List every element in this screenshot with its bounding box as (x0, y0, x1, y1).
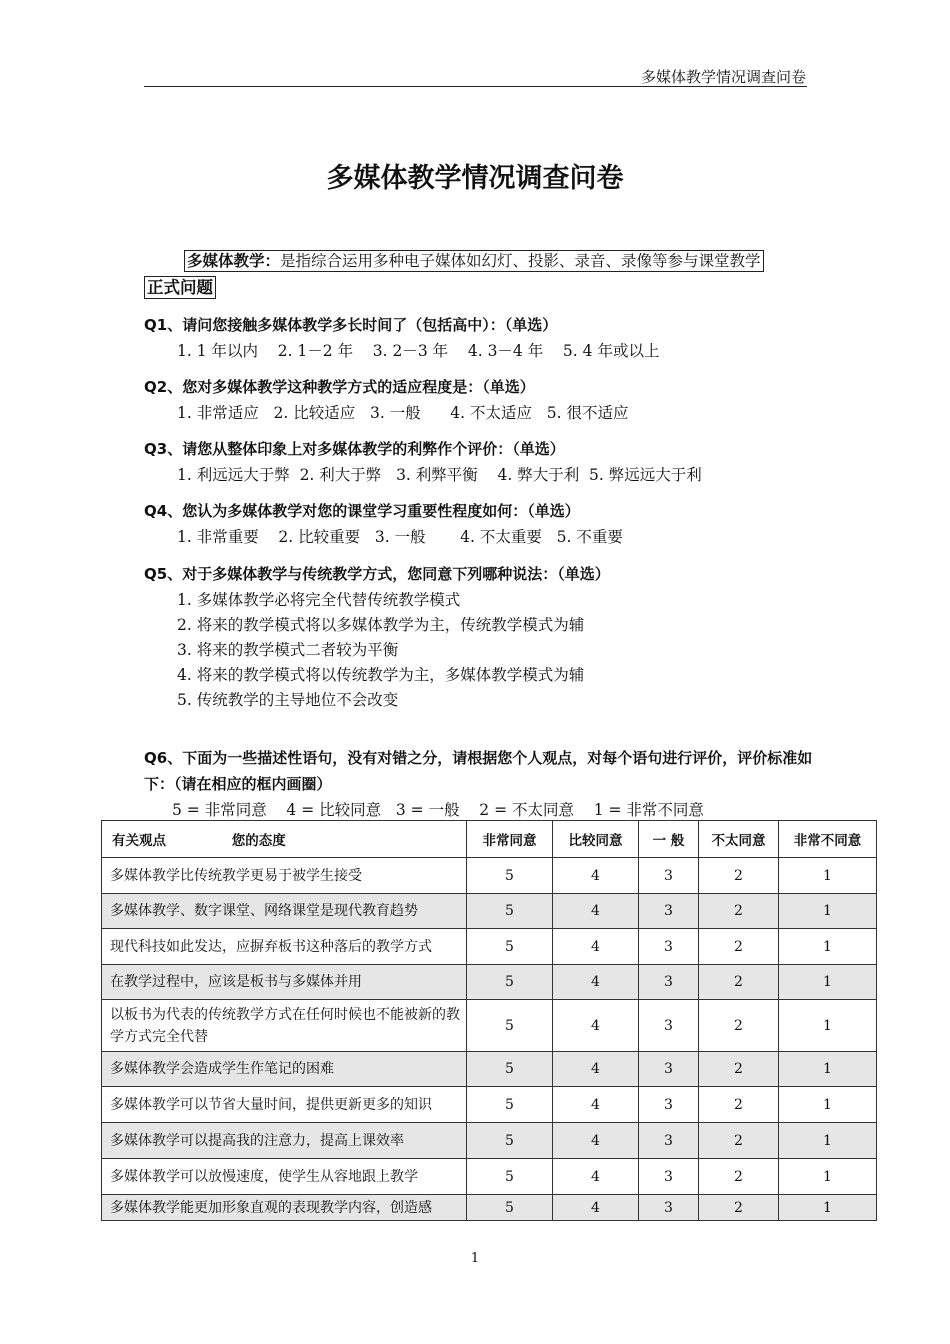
rating-1-cell[interactable]: 1 (779, 1087, 877, 1123)
definition-term: 多媒体教学： (187, 252, 281, 270)
table-row (102, 1195, 877, 1221)
statement-cell: 多媒体教学会造成学生作笔记的困难 (102, 1052, 467, 1087)
table-row (102, 1000, 877, 1052)
question-4-options: 1. 非常重要 2. 比较重要 3. 一般 4. 不太重要 5. 不重要 (177, 528, 623, 546)
table-row (102, 1159, 877, 1195)
rating-1-cell[interactable]: 1 (779, 929, 877, 965)
rating-2-cell[interactable]: 2 (699, 858, 779, 894)
table-row (102, 894, 877, 929)
rating-1-cell[interactable]: 1 (779, 1159, 877, 1195)
question-2-options: 1. 非常适应 2. 比较适应 3. 一般 4. 不太适应 5. 很不适应 (177, 404, 629, 422)
rating-4-cell[interactable]: 4 (553, 858, 639, 894)
rating-scale-legend: 5 = 非常同意 4 = 比较同意 3 = 一般 2 = 不太同意 1 = 非常不同意 (172, 801, 704, 819)
question-3-options: 1. 利远远大于弊 2. 利大于弊 3. 利弊平衡 4. 弊大于利 5. 弊远远大于利 (177, 466, 702, 484)
statement-cell: 多媒体教学可以提高我的注意力，提高上课效率 (102, 1123, 467, 1159)
statement-cell: 在教学过程中，应该是板书与多媒体并用 (102, 965, 467, 1000)
table-row (102, 965, 877, 1000)
rating-1-cell[interactable]: 1 (779, 1195, 877, 1221)
question-3-title: Q3、请您从整体印象上对多媒体教学的利弊作个评价：（单选） (144, 440, 565, 458)
rating-3-cell[interactable]: 3 (639, 1123, 699, 1159)
header-disagree: 不太同意 (699, 821, 779, 858)
rating-5-cell[interactable]: 5 (467, 1123, 553, 1159)
statement-cell: 多媒体教学、数字课堂、网络课堂是现代教育趋势 (102, 894, 467, 929)
rating-2-cell[interactable]: 2 (699, 1123, 779, 1159)
header-agree: 比较同意 (553, 821, 639, 858)
rating-3-cell[interactable]: 3 (639, 965, 699, 1000)
rating-2-cell[interactable]: 2 (699, 1052, 779, 1087)
rating-5-cell[interactable]: 5 (467, 1000, 553, 1052)
rating-2-cell[interactable]: 2 (699, 1087, 779, 1123)
question-5-title: Q5、对于多媒体教学与传统教学方式，您同意下列哪种说法：（单选） (144, 565, 610, 583)
statement-cell: 多媒体教学可以节省大量时间，提供更新更多的知识 (102, 1087, 467, 1123)
header-rule (144, 86, 807, 87)
question-5-option: 1. 多媒体教学必将完全代替传统教学模式 (177, 591, 461, 609)
question-5-option: 4. 将来的教学模式将以传统教学为主，多媒体教学模式为辅 (177, 666, 585, 684)
rating-1-cell[interactable]: 1 (779, 894, 877, 929)
header-statement-attitude: 有关观点 您的态度 (102, 821, 467, 858)
rating-3-cell[interactable]: 3 (639, 929, 699, 965)
table-row (102, 929, 877, 965)
statement-cell: 多媒体教学能更加形象直观的表现教学内容，创造感 (102, 1195, 467, 1221)
rating-5-cell[interactable]: 5 (467, 1052, 553, 1087)
rating-2-cell[interactable]: 2 (699, 1195, 779, 1221)
question-2-title: Q2、您对多媒体教学这种教学方式的适应程度是：（单选） (144, 378, 535, 396)
rating-1-cell[interactable]: 1 (779, 1052, 877, 1087)
rating-4-cell[interactable]: 4 (553, 1123, 639, 1159)
definition-text: 是指综合运用多种电子媒体如幻灯、投影、录音、录像等参与课堂教学 (280, 252, 761, 270)
rating-2-cell[interactable]: 2 (699, 929, 779, 965)
rating-2-cell[interactable]: 2 (699, 1159, 779, 1195)
page-title: 多媒体教学情况调查问卷 (326, 163, 624, 194)
question-5-option: 3. 将来的教学模式二者较为平衡 (177, 641, 399, 659)
rating-5-cell[interactable]: 5 (467, 1195, 553, 1221)
header-strongly-disagree: 非常不同意 (779, 821, 877, 858)
rating-4-cell[interactable]: 4 (553, 1000, 639, 1052)
rating-5-cell[interactable]: 5 (467, 1159, 553, 1195)
rating-1-cell[interactable]: 1 (779, 1123, 877, 1159)
statement-cell: 现代科技如此发达，应摒弃板书这种落后的教学方式 (102, 929, 467, 965)
table-row (102, 1052, 877, 1087)
page-number: 1 (470, 1251, 480, 1266)
statement-cell: 多媒体教学可以放慢速度，使学生从容地跟上教学 (102, 1159, 467, 1195)
rating-3-cell[interactable]: 3 (639, 1087, 699, 1123)
table-row (102, 1123, 877, 1159)
rating-2-cell[interactable]: 2 (699, 894, 779, 929)
rating-4-cell[interactable]: 4 (553, 1052, 639, 1087)
rating-2-cell[interactable]: 2 (699, 965, 779, 1000)
header-strongly-agree: 非常同意 (467, 821, 553, 858)
rating-3-cell[interactable]: 3 (639, 894, 699, 929)
rating-5-cell[interactable]: 5 (467, 965, 553, 1000)
rating-3-cell[interactable]: 3 (639, 858, 699, 894)
question-5-option: 5. 传统教学的主导地位不会改变 (177, 691, 399, 709)
rating-4-cell[interactable]: 4 (553, 965, 639, 1000)
rating-1-cell[interactable]: 1 (779, 965, 877, 1000)
statement-cell: 以板书为代表的传统教学方式在任何时候也不能被新的教学方式完全代替 (102, 1000, 467, 1052)
rating-table (101, 820, 877, 1221)
section-label: 正式问题 (144, 276, 216, 299)
rating-4-cell[interactable]: 4 (553, 894, 639, 929)
rating-1-cell[interactable]: 1 (779, 858, 877, 894)
rating-1-cell[interactable]: 1 (779, 1000, 877, 1052)
rating-5-cell[interactable]: 5 (467, 1087, 553, 1123)
rating-5-cell[interactable]: 5 (467, 894, 553, 929)
question-5-option: 2. 将来的教学模式将以多媒体教学为主，传统教学模式为辅 (177, 616, 585, 634)
rating-4-cell[interactable]: 4 (553, 929, 639, 965)
rating-4-cell[interactable]: 4 (553, 1159, 639, 1195)
rating-3-cell[interactable]: 3 (639, 1195, 699, 1221)
rating-3-cell[interactable]: 3 (639, 1052, 699, 1087)
table-row (102, 1087, 877, 1123)
rating-4-cell[interactable]: 4 (553, 1195, 639, 1221)
rating-4-cell[interactable]: 4 (553, 1087, 639, 1123)
question-1-options: 1. 1 年以内 2. 1－2 年 3. 2－3 年 4. 3－4 年 5. 4 年或以上 (177, 342, 660, 360)
table-row (102, 858, 877, 894)
rating-2-cell[interactable]: 2 (699, 1000, 779, 1052)
question-4-title: Q4、您认为多媒体教学对您的课堂学习重要性程度如何：（单选） (144, 502, 580, 520)
rating-3-cell[interactable]: 3 (639, 1159, 699, 1195)
statement-cell: 多媒体教学比传统教学更易于被学生接受 (102, 858, 467, 894)
question-1-title: Q1、请问您接触多媒体教学多长时间了（包括高中）：（单选） (144, 316, 558, 334)
header-neutral: 一 般 (639, 821, 699, 858)
table-header-row (102, 821, 877, 858)
rating-5-cell[interactable]: 5 (467, 858, 553, 894)
definition-box (184, 250, 764, 272)
running-header: 多媒体教学情况调查问卷 (640, 68, 806, 86)
rating-3-cell[interactable]: 3 (639, 1000, 699, 1052)
question-6-title: Q6、下面为一些描述性语句，没有对错之分，请根据您个人观点，对每个语句进行评价，评价标准如下：（请在相应的框内画圈） (144, 749, 813, 793)
rating-5-cell[interactable]: 5 (467, 929, 553, 965)
